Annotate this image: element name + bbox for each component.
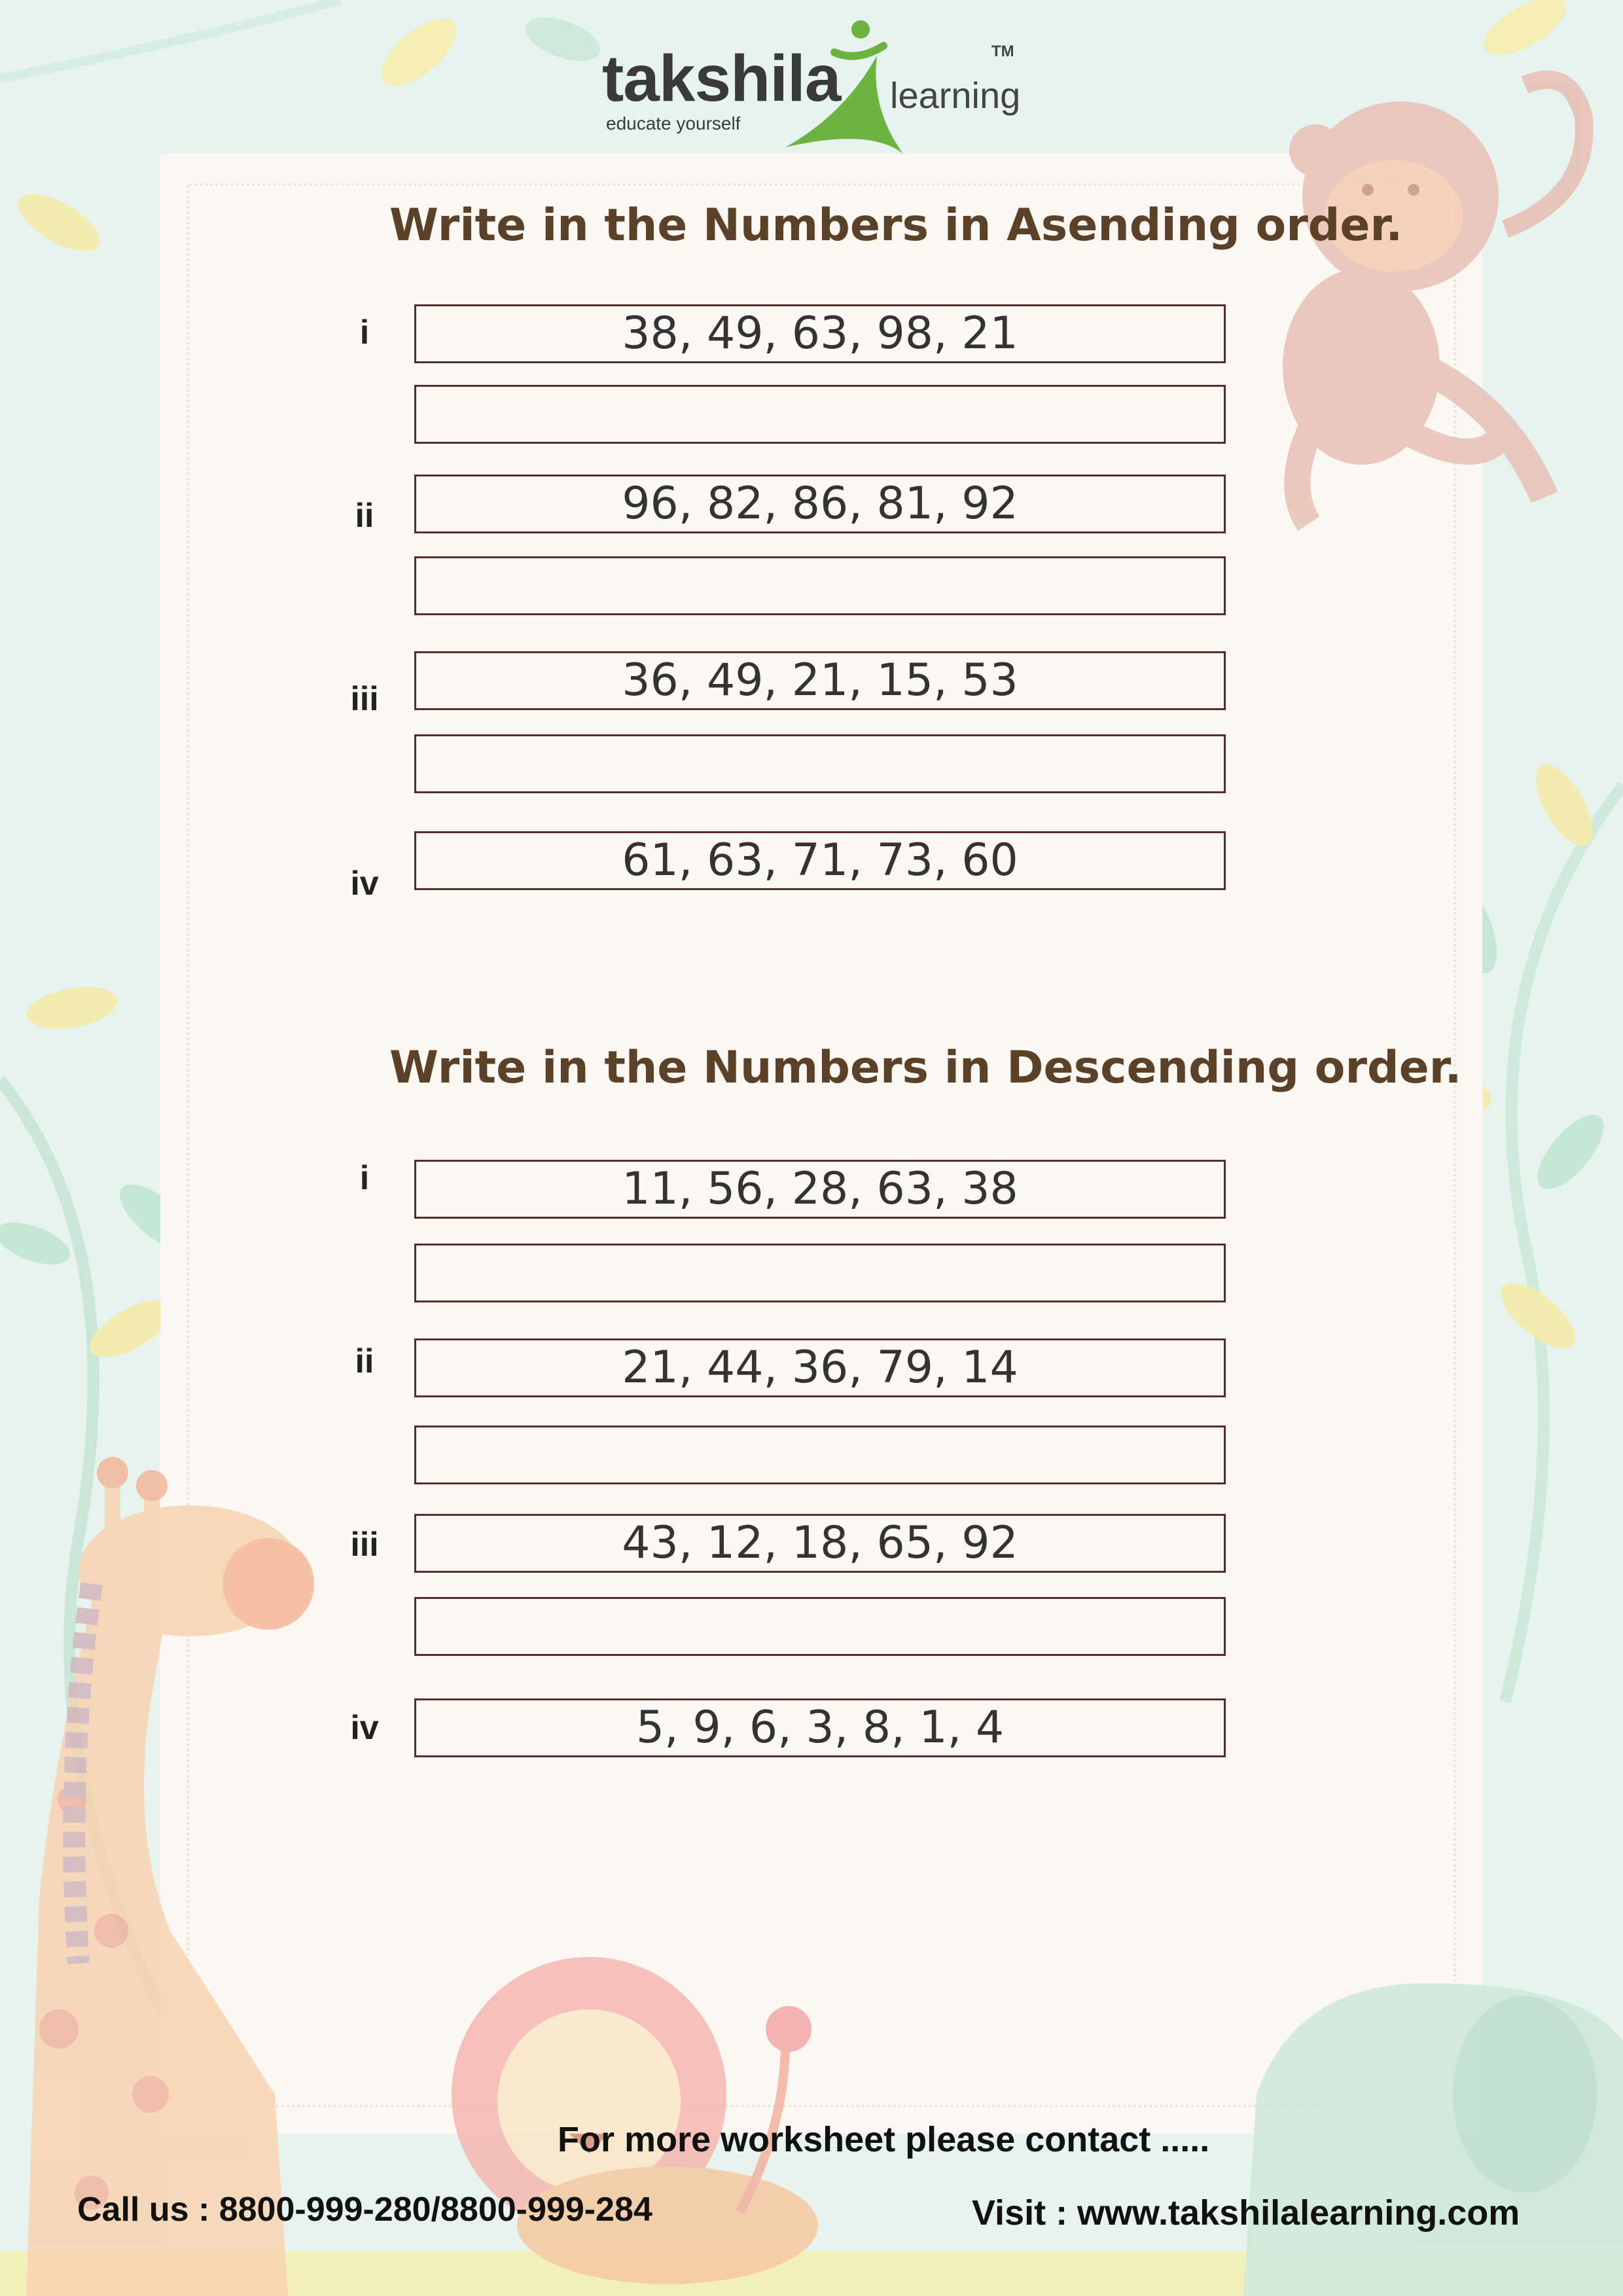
logo-tagline: educate yourself (606, 113, 741, 134)
ascending-answer-box-ii[interactable] (414, 556, 1226, 615)
footer-phone[interactable]: Call us : 8800-999-280/8800-999-284 (77, 2191, 652, 2229)
ascending-question-ii: 96, 82, 86, 81, 92 (414, 475, 1226, 533)
descending-question-ii: 21, 44, 36, 79, 14 (414, 1338, 1226, 1397)
descending-answer-box-i[interactable] (414, 1244, 1226, 1302)
descending-label-i: i (359, 1159, 370, 1197)
descending-heading: Write in the Numbers in Descending order. (389, 1042, 1462, 1094)
descending-answer-box-iii[interactable] (414, 1597, 1226, 1656)
ascending-label-i: i (359, 314, 370, 351)
footer-contact-text: For more worksheet please contact ..... (558, 2120, 1210, 2159)
ascending-label-ii: ii (355, 497, 374, 535)
giraffe-illustration (26, 1457, 314, 2296)
monkey-illustration (1283, 80, 1584, 524)
ascending-answer-box-iii[interactable] (414, 734, 1226, 793)
descending-label-iv: iv (350, 1709, 379, 1747)
descending-question-i: 11, 56, 28, 63, 38 (414, 1160, 1226, 1219)
descending-answer-box-ii[interactable] (414, 1426, 1226, 1484)
ascending-answer-box-i[interactable] (414, 385, 1226, 444)
descending-question-iv: 5, 9, 6, 3, 8, 1, 4 (414, 1698, 1226, 1757)
ascending-question-iii: 36, 49, 21, 15, 53 (414, 651, 1226, 710)
ascending-label-iii: iii (350, 680, 379, 718)
ascending-question-iv: 61, 63, 71, 73, 60 (414, 831, 1226, 890)
ascending-heading: Write in the Numbers in Asending order. (389, 200, 1403, 251)
ascending-label-iv: iv (350, 865, 379, 903)
takshila-logo (596, 16, 1027, 160)
elephant-illustration (1243, 1983, 1623, 2296)
logo-learning-text: learning (890, 75, 1021, 116)
footer-website-link[interactable]: Visit : www.takshilalearning.com (972, 2193, 1520, 2233)
descending-label-ii: ii (355, 1342, 374, 1380)
descending-label-iii: iii (350, 1526, 379, 1564)
trademark-symbol: TM (991, 43, 1014, 60)
logo-wordmark: takshila (602, 42, 841, 115)
ascending-question-i: 38, 49, 63, 98, 21 (414, 304, 1226, 363)
descending-question-iii: 43, 12, 18, 65, 92 (414, 1514, 1226, 1573)
